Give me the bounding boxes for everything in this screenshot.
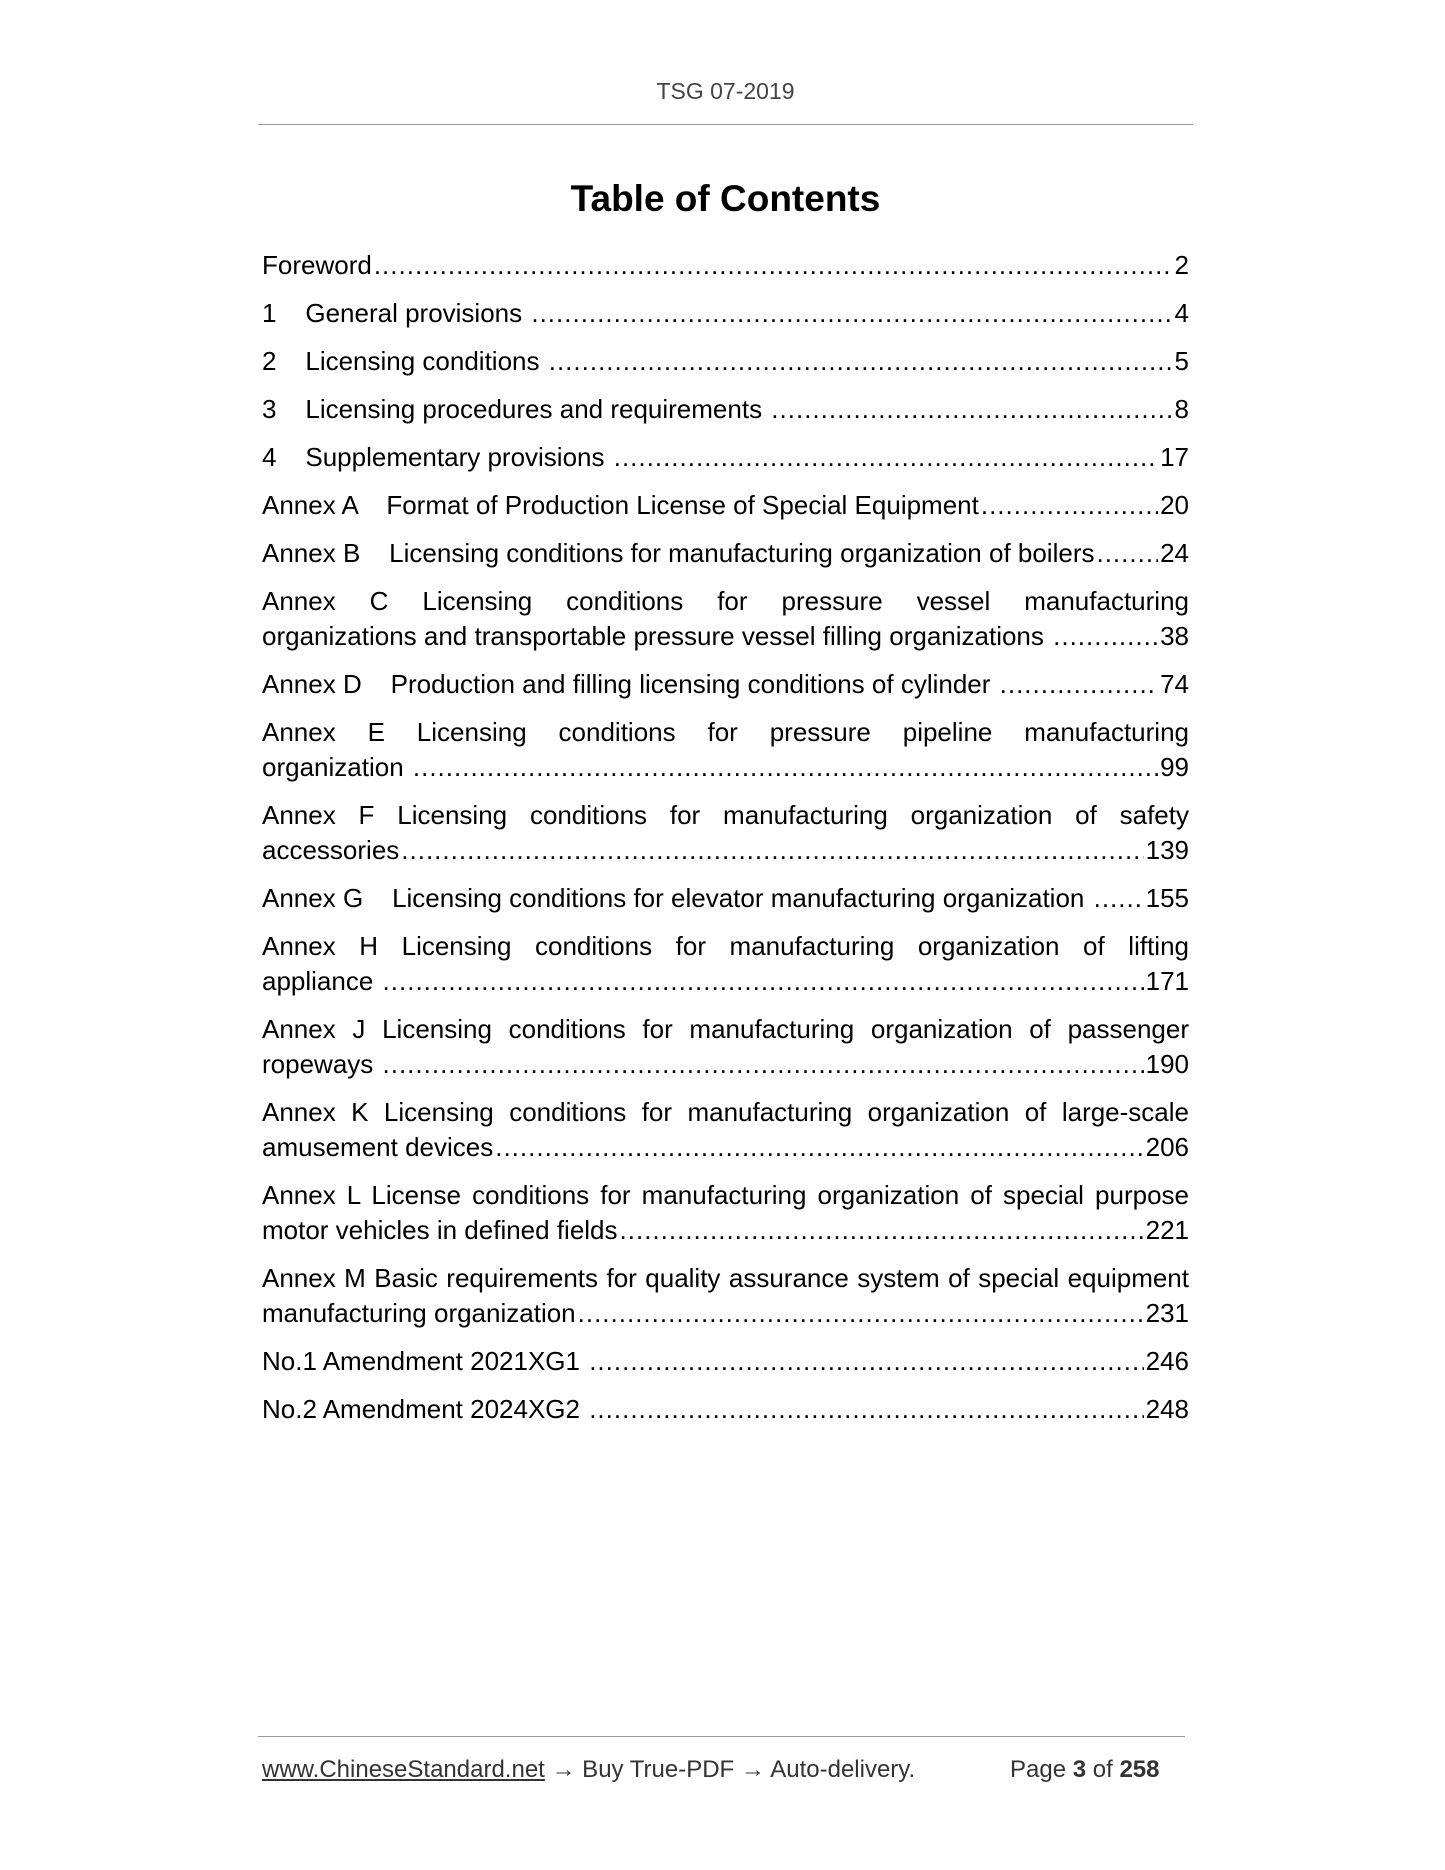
toc-entry-foreword[interactable] [262, 248, 1189, 283]
toc-entry-annex-d[interactable] [262, 667, 1189, 702]
toc-entry-supplementary-provisions[interactable] [262, 440, 1189, 475]
toc-entry-label-line1: Annex F Licensing conditions for manufacturing organization of safety [262, 800, 1189, 830]
toc-leader-dots [383, 964, 1144, 999]
toc-leader-dots [531, 296, 1172, 331]
toc-entry-page: 206 [1145, 1132, 1189, 1162]
toc-entry-page: 139 [1145, 835, 1189, 865]
toc-entry-label: 2 Licensing conditions [262, 346, 547, 376]
toc-entry-label-line1: Annex L License conditions for manufacturing organization of special purpose [262, 1180, 1189, 1210]
toc-entry-page: 99 [1160, 752, 1189, 782]
toc-entry-annex-c[interactable] [262, 584, 1189, 654]
running-header: TSG 07-2019 [656, 78, 795, 104]
toc-entry-label: Foreword [262, 250, 372, 280]
toc-entry-annex-e[interactable] [262, 715, 1189, 785]
toc-entry-page: 8 [1174, 394, 1189, 424]
toc-entry-label-line2: appliance [262, 966, 381, 996]
toc-entry-label: 1 General provisions [262, 298, 530, 328]
toc-entry-label-line2: motor vehicles in defined fields [262, 1215, 618, 1245]
toc-entry-label: No.2 Amendment 2024XG2 [262, 1394, 588, 1424]
toc-entry-annex-b[interactable] [262, 536, 1189, 571]
toc-leader-dots [495, 1130, 1143, 1165]
page-of: of [1086, 1756, 1120, 1783]
toc-entry-label: No.1 Amendment 2021XG1 [262, 1346, 588, 1376]
toc-leader-dots [578, 1296, 1144, 1331]
toc-entry-page: 248 [1145, 1394, 1189, 1424]
toc-leader-dots [1094, 881, 1144, 916]
page-indicator [1010, 1756, 1159, 1784]
toc-entry-label-line2: manufacturing organization [262, 1298, 576, 1328]
toc-entry-page: 190 [1145, 1049, 1189, 1079]
toc-leader-dots [1096, 536, 1158, 571]
toc-entry-annex-a[interactable] [262, 488, 1189, 523]
page-total: 258 [1119, 1756, 1160, 1783]
toc-entry-page: 17 [1160, 442, 1189, 472]
toc-entry-label: 3 Licensing procedures and requirements [262, 394, 770, 424]
toc-entry-annex-h[interactable] [262, 929, 1189, 999]
toc-entry-label-line1: Annex J Licensing conditions for manufacturing organization of passenger [262, 1014, 1189, 1044]
toc-entry-label: Annex G Licensing conditions for elevator manufacturing organization [262, 883, 1092, 913]
toc-leader-dots [589, 1392, 1143, 1427]
footer [262, 1756, 915, 1784]
toc-entry-label: Annex A Format of Production License of Special Equipment [262, 490, 979, 520]
toc-entry-label-line2: amusement devices [262, 1132, 494, 1162]
toc-entry-label: Annex D Production and filling licensing conditions of cylinder [262, 669, 998, 699]
page-current: 3 [1072, 1756, 1087, 1783]
footer-rule [258, 1736, 1185, 1737]
toc-entry-label-line1: Annex H Licensing conditions for manufacturing organization of lifting [262, 931, 1189, 961]
toc-leader-dots [1000, 667, 1158, 702]
toc-entry-label: 4 Supplementary provisions [262, 442, 612, 472]
toc-entry-page: 231 [1145, 1298, 1189, 1328]
toc-leader-dots [981, 488, 1158, 523]
toc-entry-label-line1: Annex E Licensing conditions for pressure pipeline manufacturing [262, 717, 1189, 747]
page-prefix: Page [1010, 1756, 1073, 1783]
toc-entry-page: 246 [1145, 1346, 1189, 1376]
toc-entry-annex-m[interactable] [262, 1261, 1189, 1331]
toc-entry-label-line2: organization [262, 752, 411, 782]
toc-entry-label-line1: Annex C Licensing conditions for pressure vessel manufacturing [262, 586, 1189, 616]
toc-leader-dots [413, 750, 1158, 785]
toc-entry-licensing-procedures[interactable] [262, 392, 1189, 427]
toc-leader-dots [1053, 619, 1158, 654]
toc-entry-page: 5 [1174, 346, 1189, 376]
toc-entry-page: 155 [1145, 883, 1189, 913]
toc-entry-annex-f[interactable] [262, 798, 1189, 868]
toc-entry-annex-j[interactable] [262, 1012, 1189, 1082]
toc-entry-annex-k[interactable] [262, 1095, 1189, 1165]
toc-entry-page: 74 [1160, 669, 1189, 699]
toc-leader-dots [614, 440, 1158, 475]
toc-entry-label-line2: accessories [262, 835, 400, 865]
toc-entry-annex-g[interactable] [262, 881, 1189, 916]
toc-entry-page: 4 [1174, 298, 1189, 328]
toc-leader-dots [620, 1213, 1144, 1248]
toc-leader-dots [401, 833, 1143, 868]
toc-entry-label-line2: organizations and transportable pressure vessel filling organizations [262, 621, 1052, 651]
toc-entry-amendment-2[interactable] [262, 1392, 1189, 1427]
toc-entry-page: 171 [1145, 966, 1189, 996]
table-of-contents [262, 248, 1189, 1440]
toc-leader-dots [589, 1344, 1143, 1379]
toc-entry-label-line1: Annex K Licensing conditions for manufacturing organization of large-scale [262, 1097, 1189, 1127]
toc-leader-dots [383, 1047, 1144, 1082]
toc-entry-page: 20 [1160, 490, 1189, 520]
toc-leader-dots [771, 392, 1172, 427]
header-rule [258, 124, 1193, 125]
toc-entry-label: Annex B Licensing conditions for manufacturing organization of boilers [262, 538, 1095, 568]
footer-website-link[interactable]: www.ChineseStandard.net [262, 1756, 545, 1783]
page-title: Table of Contents [570, 178, 881, 219]
toc-entry-general-provisions[interactable] [262, 296, 1189, 331]
toc-entry-page: 38 [1160, 621, 1189, 651]
toc-entry-label-line2: ropeways [262, 1049, 381, 1079]
toc-entry-licensing-conditions[interactable] [262, 344, 1189, 379]
toc-entry-amendment-1[interactable] [262, 1344, 1189, 1379]
toc-leader-dots [374, 248, 1173, 283]
toc-entry-page: 2 [1174, 250, 1189, 280]
toc-leader-dots [549, 344, 1173, 379]
toc-entry-label-line1: Annex M Basic requirements for quality assurance system of special equipment [262, 1263, 1189, 1293]
toc-entry-annex-l[interactable] [262, 1178, 1189, 1248]
toc-entry-page: 221 [1145, 1215, 1189, 1245]
toc-entry-page: 24 [1160, 538, 1189, 568]
footer-tagline: → Buy True-PDF → Auto-delivery. [544, 1756, 916, 1783]
